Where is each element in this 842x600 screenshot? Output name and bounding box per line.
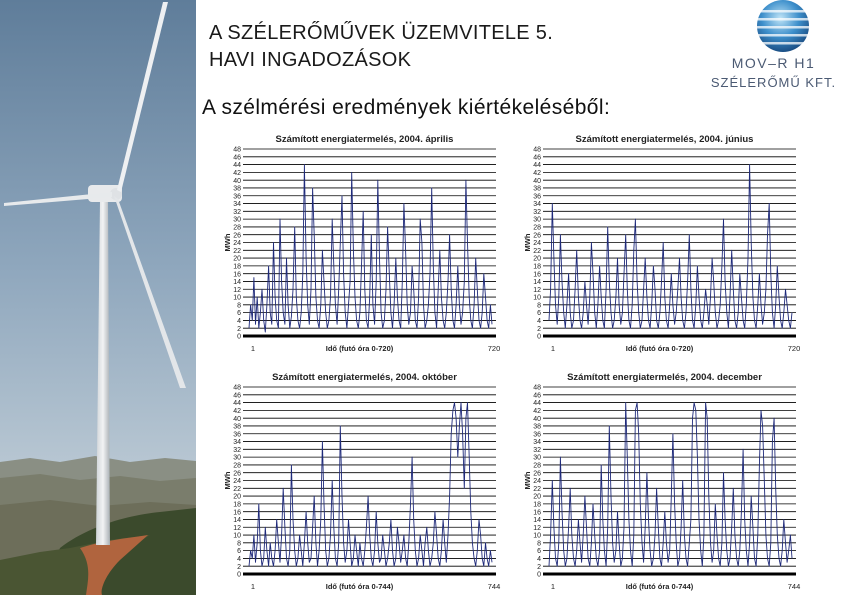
y-tick-label: 42 <box>533 169 541 177</box>
y-tick-label: 44 <box>233 400 241 408</box>
company-logo <box>705 0 842 92</box>
chart-title: Számított energiatermelés, 2004. június <box>575 134 754 145</box>
y-tick-label: 0 <box>537 333 541 341</box>
title-line-2: HAVI INGADOZÁSOK <box>209 49 412 71</box>
x-start-label: 1 <box>250 582 256 591</box>
x-axis-label: Idő (futó óra 0-720) <box>325 344 394 353</box>
chart-october <box>223 369 508 594</box>
y-tick-label: 30 <box>233 216 241 224</box>
y-tick-label: 48 <box>533 384 541 392</box>
y-tick-label: 2 <box>237 325 241 333</box>
y-tick-label: 18 <box>533 501 541 509</box>
y-tick-label: 0 <box>237 571 241 579</box>
title-line-1: A SZÉLERŐMŰVEK ÜZEMVITELE 5. <box>209 22 554 44</box>
y-tick-label: 26 <box>533 232 541 240</box>
y-tick-label: 32 <box>533 208 541 216</box>
y-tick-label: 10 <box>533 294 541 302</box>
y-tick-label: 20 <box>533 493 541 501</box>
chart-title: Számított energiatermelés, 2004. december <box>567 372 762 383</box>
y-tick-label: 10 <box>233 294 241 302</box>
y-tick-label: 26 <box>233 232 241 240</box>
y-tick-label: 18 <box>233 263 241 271</box>
y-tick-label: 8 <box>537 302 541 310</box>
y-tick-label: 48 <box>533 146 541 154</box>
chart-svg <box>223 369 508 594</box>
chart-title: Számított energiatermelés, 2004. április <box>275 134 454 145</box>
x-end-label: 720 <box>787 344 801 353</box>
y-tick-label: 4 <box>237 318 241 326</box>
logo-globe-icon <box>705 0 842 56</box>
y-tick-label: 38 <box>533 423 541 431</box>
y-tick-label: 6 <box>237 548 241 556</box>
y-tick-label: 28 <box>233 224 241 232</box>
chart-svg <box>523 131 808 356</box>
y-tick-label: 24 <box>233 240 241 248</box>
y-tick-label: 18 <box>233 501 241 509</box>
y-tick-label: 42 <box>233 169 241 177</box>
y-tick-label: 12 <box>233 286 241 294</box>
y-tick-label: 42 <box>533 407 541 415</box>
y-tick-label: 18 <box>533 263 541 271</box>
y-tick-label: 14 <box>533 279 541 287</box>
y-tick-label: 46 <box>533 392 541 400</box>
y-tick-label: 6 <box>537 310 541 318</box>
y-tick-label: 0 <box>237 333 241 341</box>
y-tick-label: 40 <box>233 177 241 185</box>
y-tick-label: 16 <box>233 509 241 517</box>
y-tick-label: 48 <box>233 384 241 392</box>
y-tick-label: 2 <box>537 325 541 333</box>
y-tick-label: 4 <box>537 318 541 326</box>
y-tick-label: 32 <box>233 208 241 216</box>
y-tick-label: 38 <box>233 423 241 431</box>
x-start-label: 1 <box>550 344 556 353</box>
y-tick-label: 2 <box>237 563 241 571</box>
y-tick-label: 14 <box>233 517 241 525</box>
y-tick-label: 34 <box>233 201 241 209</box>
y-tick-label: 16 <box>233 271 241 279</box>
y-tick-label: 4 <box>237 556 241 564</box>
x-start-label: 1 <box>250 344 256 353</box>
x-axis-label: Idő (futó óra 0-720) <box>625 344 694 353</box>
y-tick-label: 14 <box>233 279 241 287</box>
y-tick-label: 36 <box>533 431 541 439</box>
x-end-label: 744 <box>487 582 501 591</box>
y-tick-label: 12 <box>233 524 241 532</box>
chart-svg <box>523 369 808 594</box>
y-tick-label: 32 <box>533 446 541 454</box>
y-axis-label: MWh <box>223 233 232 252</box>
y-tick-label: 40 <box>533 177 541 185</box>
y-tick-label: 44 <box>233 162 241 170</box>
x-end-label: 744 <box>787 582 801 591</box>
y-tick-label: 12 <box>533 524 541 532</box>
y-tick-label: 38 <box>533 185 541 193</box>
y-tick-label: 2 <box>537 563 541 571</box>
y-tick-label: 34 <box>533 201 541 209</box>
y-tick-label: 26 <box>233 470 241 478</box>
y-tick-label: 36 <box>233 193 241 201</box>
y-tick-label: 48 <box>233 146 241 154</box>
y-tick-label: 24 <box>233 478 241 486</box>
x-axis-label: Idő (futó óra 0-744) <box>625 582 694 591</box>
y-tick-label: 10 <box>533 532 541 540</box>
logo-name: MOV–R H1 <box>731 55 816 71</box>
y-tick-label: 16 <box>533 271 541 279</box>
y-tick-label: 40 <box>233 415 241 423</box>
y-tick-label: 22 <box>233 247 241 255</box>
y-tick-label: 30 <box>533 454 541 462</box>
y-tick-label: 22 <box>233 485 241 493</box>
y-tick-label: 22 <box>533 485 541 493</box>
chart-june <box>523 131 808 356</box>
y-tick-label: 8 <box>237 540 241 548</box>
y-tick-label: 6 <box>537 548 541 556</box>
y-tick-label: 28 <box>533 462 541 470</box>
y-tick-label: 28 <box>233 462 241 470</box>
y-tick-label: 26 <box>533 470 541 478</box>
x-end-label: 720 <box>487 344 501 353</box>
chart-april <box>223 131 508 356</box>
slide-subtitle: A szélmérési eredmények kiértékeléséből: <box>202 96 611 119</box>
y-tick-label: 24 <box>533 478 541 486</box>
chart-title: Számított energiatermelés, 2004. október <box>272 372 457 383</box>
y-tick-label: 6 <box>237 310 241 318</box>
y-tick-label: 32 <box>233 446 241 454</box>
y-tick-label: 24 <box>533 240 541 248</box>
y-tick-label: 10 <box>233 532 241 540</box>
slide-title <box>209 20 553 74</box>
series-line <box>249 403 492 567</box>
y-tick-label: 44 <box>533 162 541 170</box>
y-tick-label: 20 <box>533 255 541 263</box>
y-tick-label: 0 <box>537 571 541 579</box>
y-tick-label: 8 <box>237 302 241 310</box>
y-tick-label: 30 <box>233 454 241 462</box>
y-tick-label: 16 <box>533 509 541 517</box>
y-tick-label: 14 <box>533 517 541 525</box>
y-tick-label: 40 <box>533 415 541 423</box>
chart-december <box>523 369 808 594</box>
x-axis-label: Idő (futó óra 0-744) <box>325 582 394 591</box>
y-tick-label: 8 <box>537 540 541 548</box>
series-line <box>549 165 792 329</box>
x-start-label: 1 <box>550 582 556 591</box>
logo-company: SZÉLERŐMŰ KFT. <box>710 75 837 90</box>
y-tick-label: 46 <box>533 154 541 162</box>
y-tick-label: 36 <box>533 193 541 201</box>
y-tick-label: 4 <box>537 556 541 564</box>
y-tick-label: 30 <box>533 216 541 224</box>
y-tick-label: 34 <box>233 439 241 447</box>
wind-turbine-photo <box>0 0 196 595</box>
series-line <box>549 403 792 567</box>
y-tick-label: 42 <box>233 407 241 415</box>
y-tick-label: 44 <box>533 400 541 408</box>
y-axis-label: MWh <box>523 471 532 490</box>
series-line <box>249 165 492 333</box>
y-axis-label: MWh <box>523 233 532 252</box>
y-tick-label: 38 <box>233 185 241 193</box>
y-tick-label: 34 <box>533 439 541 447</box>
y-axis-label: MWh <box>223 471 232 490</box>
y-tick-label: 20 <box>233 493 241 501</box>
y-tick-label: 36 <box>233 431 241 439</box>
y-tick-label: 28 <box>533 224 541 232</box>
y-tick-label: 20 <box>233 255 241 263</box>
y-tick-label: 46 <box>233 392 241 400</box>
chart-svg <box>223 131 508 356</box>
y-tick-label: 12 <box>533 286 541 294</box>
y-tick-label: 22 <box>533 247 541 255</box>
y-tick-label: 46 <box>233 154 241 162</box>
